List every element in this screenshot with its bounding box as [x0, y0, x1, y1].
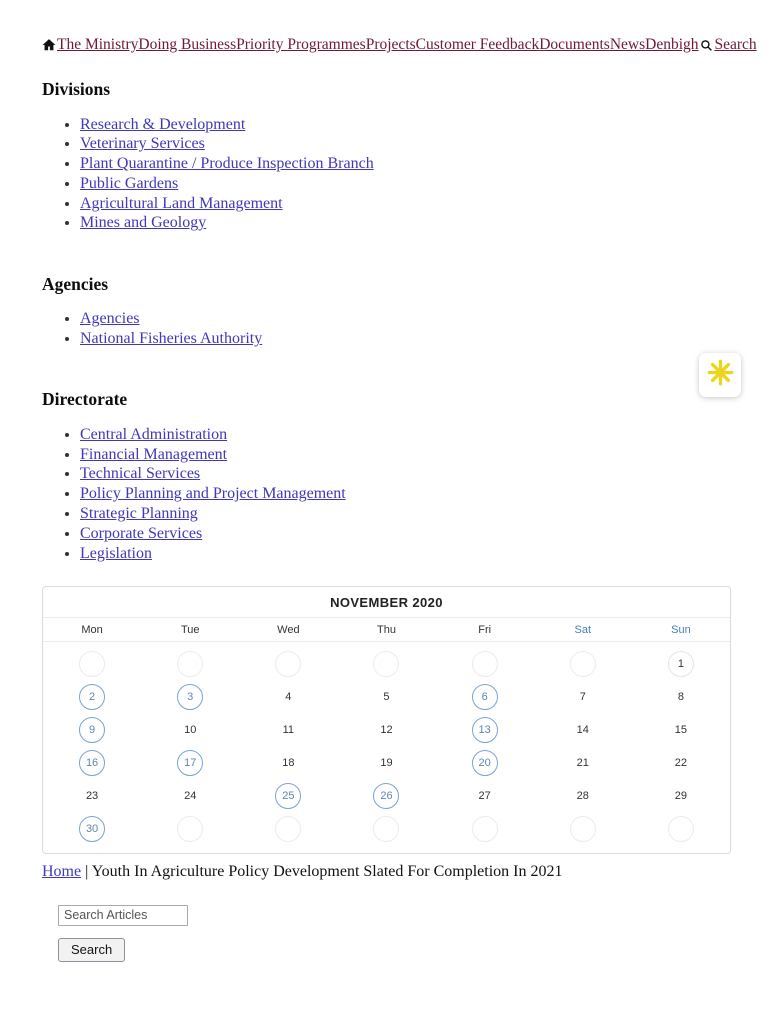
calendar-date[interactable]: 9: [79, 717, 105, 743]
calendar-date[interactable]: 30: [79, 816, 105, 842]
events-calendar: [42, 586, 731, 854]
calendar-date[interactable]: 20: [472, 750, 498, 776]
calendar-cell: [534, 750, 632, 776]
section-link[interactable]: National Fisheries Authority: [80, 330, 263, 348]
calendar-cell: [141, 816, 239, 842]
calendar-cell: [141, 717, 239, 743]
section-link[interactable]: Plant Quarantine / Produce Inspection Branch: [80, 155, 374, 173]
nav-link-denbigh[interactable]: Denbigh: [645, 36, 699, 53]
calendar-date[interactable]: 17: [177, 750, 203, 776]
section-link[interactable]: Research & Development: [80, 115, 246, 133]
calendar-cell: [436, 816, 534, 842]
calendar-cell: [632, 651, 730, 677]
section-title-divisions: Divisions: [42, 79, 111, 99]
calendar-empty-cell: [177, 816, 203, 842]
calendar-cell: [43, 684, 141, 710]
calendar-date[interactable]: 8: [677, 690, 684, 703]
list-item: [80, 194, 731, 214]
calendar-day-name: Mon: [81, 623, 103, 636]
section-link[interactable]: Public Gardens: [80, 174, 179, 192]
article-search: [58, 905, 731, 962]
section-link[interactable]: Financial Management: [80, 445, 228, 463]
calendar-date[interactable]: 7: [579, 690, 586, 703]
calendar-cell: [534, 816, 632, 842]
calendar-cell: [141, 684, 239, 710]
section-link[interactable]: Agricultural Land Management: [80, 194, 283, 212]
list-item: [80, 310, 731, 330]
calendar-date[interactable]: 2: [79, 684, 105, 710]
accessibility-widget[interactable]: [699, 353, 741, 397]
calendar-cell: [632, 816, 730, 842]
list-item: [80, 544, 731, 564]
calendar-cell: [534, 684, 632, 710]
calendar-day-name: Sat: [574, 623, 592, 636]
search-articles-input[interactable]: [58, 905, 188, 926]
calendar-cell: [43, 750, 141, 776]
calendar-cell: [436, 651, 534, 677]
search-icon[interactable]: [700, 39, 713, 52]
calendar-cell: [436, 750, 534, 776]
calendar-cell: [337, 717, 435, 743]
breadcrumb: [42, 863, 731, 881]
list-item: [80, 505, 731, 525]
calendar-empty-cell: [373, 651, 399, 677]
calendar-date[interactable]: 28: [576, 789, 589, 802]
calendar-cell: [43, 717, 141, 743]
calendar-cell: [436, 717, 534, 743]
calendar-cell: [632, 783, 730, 809]
search-button[interactable]: Search: [58, 938, 125, 962]
section-link[interactable]: Legislation: [80, 544, 152, 562]
calendar-cell: [239, 750, 337, 776]
calendar-empty-cell: [79, 651, 105, 677]
calendar-empty-cell: [177, 651, 203, 677]
section-link[interactable]: Mines and Geology: [80, 214, 207, 232]
calendar-empty-cell: [373, 816, 399, 842]
calendar-cell: [436, 684, 534, 710]
calendar-cell: [141, 651, 239, 677]
calendar-date[interactable]: 29: [674, 789, 688, 802]
section-divisions: [42, 79, 731, 234]
nav-link-documents[interactable]: Documents: [539, 36, 610, 53]
list-item: [80, 115, 731, 135]
top-nav: [42, 36, 757, 54]
calendar-cell: [43, 816, 141, 842]
agencies-list: [80, 310, 731, 350]
breadcrumb-home-link[interactable]: Home: [42, 862, 82, 880]
calendar-cell: [141, 783, 239, 809]
calendar-date[interactable]: 22: [674, 756, 688, 769]
calendar-date[interactable]: 21: [576, 756, 589, 769]
calendar-cell: [337, 750, 435, 776]
calendar-cell: [436, 783, 534, 809]
calendar-day-name: Tue: [180, 623, 200, 636]
calendar-cell: [534, 783, 632, 809]
calendar-day-name: Sun: [671, 623, 691, 636]
list-item: [80, 465, 731, 485]
calendar-date[interactable]: 12: [380, 723, 393, 736]
calendar-cell: [239, 816, 337, 842]
breadcrumb-article-title: Youth In Agriculture Policy Development Slated For Completion In 2021: [91, 862, 563, 880]
section-link[interactable]: Veterinary Services: [80, 135, 205, 153]
calendar-empty-cell: [472, 651, 498, 677]
list-item: [80, 524, 731, 544]
calendar-cell: [534, 651, 632, 677]
calendar-day-name: Fri: [478, 623, 492, 636]
directorate-list: [80, 425, 731, 564]
calendar-date[interactable]: 14: [576, 723, 589, 736]
calendar-date[interactable]: 5: [383, 690, 390, 703]
section-link[interactable]: Policy Planning and Project Management: [80, 485, 346, 503]
calendar-cell: [239, 783, 337, 809]
calendar-day-name: Thu: [377, 623, 396, 636]
section-link[interactable]: Central Administration: [80, 425, 228, 443]
calendar-date[interactable]: 24: [184, 789, 197, 802]
calendar-grid: [43, 642, 730, 853]
list-item: [80, 330, 731, 350]
asterisk-icon: [707, 359, 734, 391]
calendar-empty-cell: [472, 816, 498, 842]
list-item: [80, 174, 731, 194]
calendar-cell: [632, 684, 730, 710]
calendar-date[interactable]: 6: [472, 684, 498, 710]
calendar-cell: [632, 717, 730, 743]
section-directorate: [42, 389, 731, 564]
calendar-day-names-row: [43, 618, 730, 642]
calendar-date[interactable]: 1: [668, 651, 694, 677]
divisions-list: [80, 115, 731, 234]
calendar-cell: [239, 717, 337, 743]
calendar-cell: [239, 651, 337, 677]
calendar-empty-cell: [570, 651, 596, 677]
calendar-empty-cell: [570, 816, 596, 842]
section-link[interactable]: Strategic Planning: [80, 505, 198, 523]
calendar-cell: [632, 750, 730, 776]
calendar-cell: [43, 783, 141, 809]
calendar-date[interactable]: 10: [184, 723, 197, 736]
nav-links: [57, 36, 699, 54]
calendar-empty-cell: [275, 816, 301, 842]
list-item: [80, 135, 731, 155]
nav-link-customer-feedback[interactable]: Customer Feedback: [415, 36, 540, 53]
nav-link-the-ministry[interactable]: The Ministry: [57, 36, 139, 53]
section-link[interactable]: Technical Services: [80, 465, 201, 483]
calendar-date[interactable]: 27: [478, 789, 491, 802]
list-item: [80, 214, 731, 234]
calendar-month-title: NOVEMBER 2020: [43, 587, 730, 618]
list-item: [80, 485, 731, 505]
calendar-date[interactable]: 11: [282, 723, 295, 736]
page: [0, 36, 773, 962]
nav-link-news[interactable]: News: [609, 36, 646, 53]
calendar-date[interactable]: 4: [285, 690, 292, 703]
calendar-empty-cell: [668, 816, 694, 842]
calendar-date[interactable]: 25: [275, 783, 301, 809]
calendar-cell: [43, 651, 141, 677]
calendar-cell: [141, 750, 239, 776]
calendar-cell: [534, 717, 632, 743]
nav-link-priority-programmes[interactable]: Priority Programmes: [236, 36, 366, 53]
calendar-cell: [337, 684, 435, 710]
calendar-date[interactable]: 15: [674, 723, 688, 736]
list-item: [80, 155, 731, 175]
calendar-day-name: Wed: [277, 623, 300, 636]
list-item: [80, 425, 731, 445]
calendar-date[interactable]: 19: [380, 756, 393, 769]
calendar-cell: [337, 783, 435, 809]
calendar-cell: [337, 651, 435, 677]
calendar-date[interactable]: 16: [79, 750, 105, 776]
breadcrumb-separator: |: [85, 862, 89, 880]
section-title-agencies: Agencies: [42, 273, 109, 294]
list-item: [80, 445, 731, 465]
calendar-date[interactable]: 13: [472, 717, 498, 743]
calendar-empty-cell: [275, 651, 301, 677]
section-agencies: [42, 274, 731, 350]
calendar-date[interactable]: 26: [373, 783, 399, 809]
calendar-cell: [239, 684, 337, 710]
home-icon[interactable]: [42, 38, 56, 52]
nav-link-search[interactable]: Search: [714, 36, 757, 53]
calendar-cell: [337, 816, 435, 842]
calendar-date[interactable]: 3: [177, 684, 203, 710]
section-title-directorate: Directorate: [42, 389, 128, 410]
section-link[interactable]: Agencies: [80, 310, 140, 328]
nav-link-doing-business[interactable]: Doing Business: [138, 36, 237, 53]
calendar-date[interactable]: 23: [85, 789, 99, 802]
section-link[interactable]: Corporate Services: [80, 524, 203, 542]
calendar-date[interactable]: 18: [282, 756, 295, 769]
nav-link-projects[interactable]: Projects: [365, 36, 416, 53]
